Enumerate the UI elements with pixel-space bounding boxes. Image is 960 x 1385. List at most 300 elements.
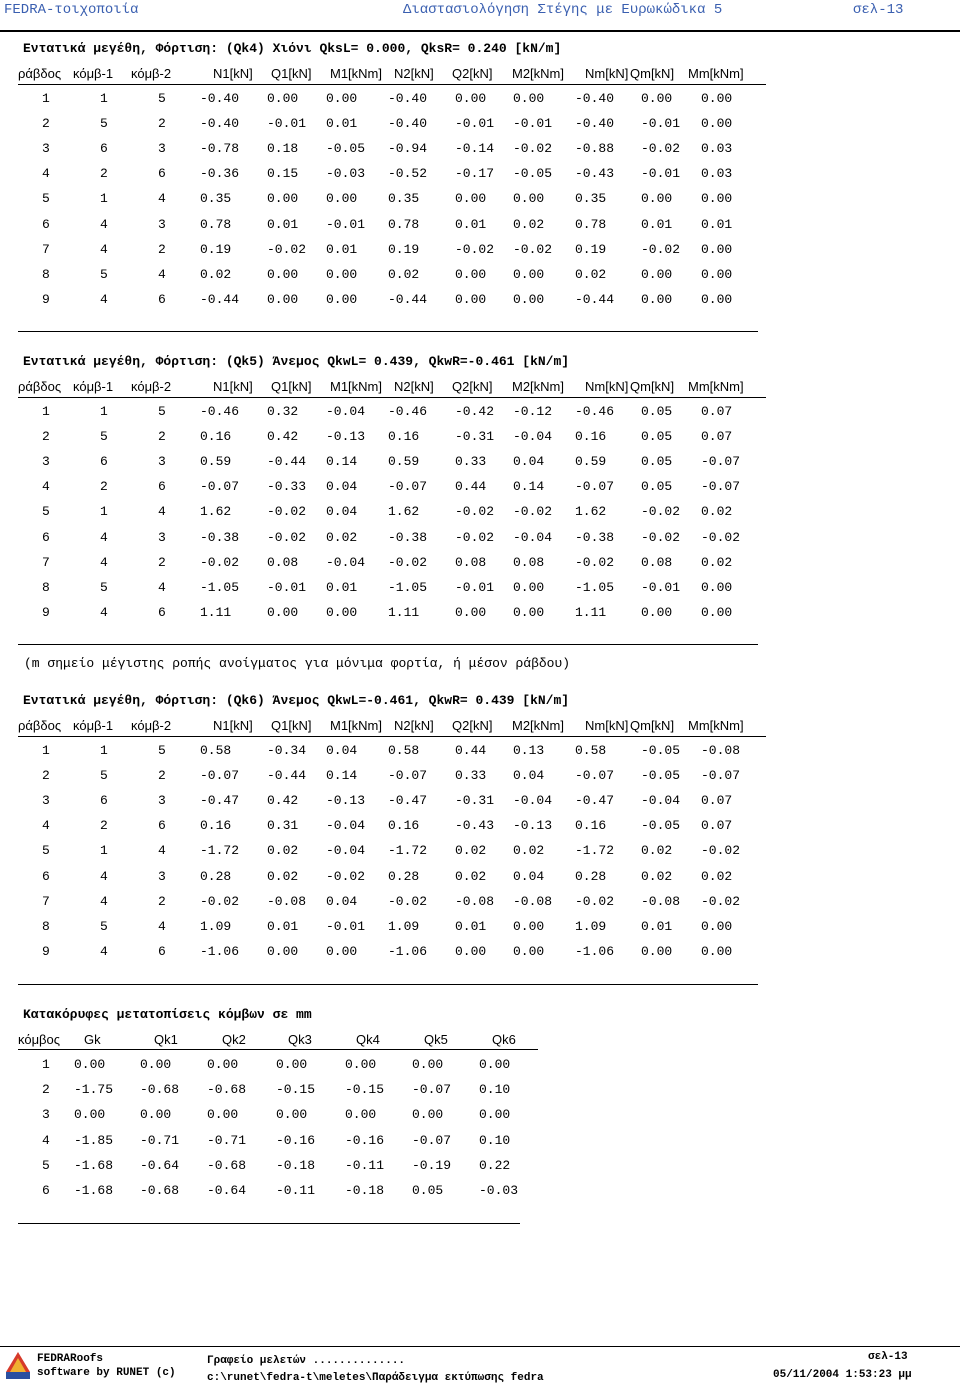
- table-cell: -0.11: [345, 1157, 385, 1173]
- table-cell: 5: [42, 843, 50, 859]
- table-cell: -0.13: [326, 429, 366, 445]
- table-cell: -0.17: [455, 166, 495, 182]
- table-cell: 5: [100, 429, 108, 445]
- table-cell: 5: [42, 504, 50, 520]
- table-row: [0, 504, 960, 529]
- table-cell: 0.00: [641, 191, 673, 207]
- table-cell: -1.06: [575, 943, 615, 959]
- table-row: [0, 454, 960, 479]
- table-cell: 0.00: [74, 1057, 106, 1072]
- note-midspan: (m σημείο μέγιστης ροπής ανοίγματος για μόνιμα φορτία, ή μέσον ράβδου): [24, 656, 571, 671]
- column-header: Mm[kNm]: [688, 379, 744, 394]
- table-cell: 3: [42, 141, 50, 157]
- table-cell: 4: [100, 554, 108, 570]
- table-cell: 0.00: [267, 266, 299, 282]
- table-cell: -0.04: [326, 404, 366, 419]
- table-cell: 0.00: [267, 943, 299, 959]
- column-header: κόμβ-1: [73, 66, 114, 81]
- table-cell: 6: [158, 604, 166, 620]
- table-cell: 0.00: [641, 291, 673, 307]
- table-cell: 0.00: [513, 191, 545, 207]
- table-cell: -0.44: [388, 291, 428, 307]
- table-cell: 0.13: [513, 743, 545, 758]
- table-row: [0, 292, 960, 317]
- table-cell: -0.12: [513, 404, 553, 419]
- table-cell: 4: [42, 479, 50, 495]
- column-header: M1[kNm]: [330, 718, 382, 733]
- table-cell: 0.31: [267, 818, 299, 834]
- column-header: N1[kN]: [213, 718, 253, 733]
- table-cell: -0.01: [326, 216, 366, 232]
- table-cell: 0.03: [701, 166, 733, 182]
- column-header: M2[kNm]: [512, 379, 564, 394]
- table-cell: -1.05: [388, 579, 428, 595]
- table-cell: 5: [158, 743, 166, 758]
- table-cell: 4: [100, 291, 108, 307]
- table-cell: -0.14: [455, 141, 495, 157]
- table-cell: 4: [158, 579, 166, 595]
- column-header-row: [18, 379, 778, 397]
- table-cell: 0.16: [388, 818, 420, 834]
- table-cell: 0.18: [267, 141, 299, 157]
- table-cell: 2: [158, 768, 166, 784]
- table-cell: 2: [42, 429, 50, 445]
- table-cell: 3: [158, 216, 166, 232]
- table-cell: 5: [100, 918, 108, 934]
- table-cell: -0.02: [575, 893, 615, 909]
- column-header: Q2[kN]: [452, 66, 493, 81]
- table-cell: -0.64: [140, 1157, 180, 1173]
- table-cell: -0.07: [575, 479, 615, 495]
- wood-logo-icon: [4, 1350, 32, 1380]
- table-cell: 0.08: [267, 554, 299, 570]
- table-cell: 0.07: [701, 429, 733, 445]
- table-cell: -1.75: [74, 1082, 114, 1098]
- table-cell: 6: [100, 793, 108, 809]
- table-cell: -0.02: [200, 554, 240, 570]
- table-row: [0, 91, 960, 116]
- column-header: Nm[kN]: [585, 718, 629, 733]
- table-cell: 0.16: [388, 429, 420, 445]
- table-cell: 0.00: [326, 266, 358, 282]
- table-cell: -0.18: [345, 1183, 385, 1198]
- table-cell: 0.08: [641, 554, 673, 570]
- table-cell: -1.72: [388, 843, 428, 859]
- table-cell: -0.01: [641, 579, 681, 595]
- table-row: [0, 944, 960, 969]
- table-cell: -0.05: [326, 141, 366, 157]
- table-row: [0, 479, 960, 504]
- table-cell: -0.02: [455, 241, 495, 257]
- table-cell: 0.35: [388, 191, 420, 207]
- table-row: [0, 843, 960, 868]
- column-header-row: [18, 66, 778, 84]
- table-cell: -0.02: [455, 529, 495, 545]
- table-cell: -0.08: [455, 893, 495, 909]
- table-cell: 3: [158, 529, 166, 545]
- table-cell: 6: [158, 166, 166, 182]
- column-header: κόμβ-1: [73, 379, 114, 394]
- table-cell: -0.03: [479, 1183, 519, 1198]
- column-header: Nm[kN]: [585, 66, 629, 81]
- table-cell: 0.04: [513, 868, 545, 884]
- table-cell: -0.04: [513, 529, 553, 545]
- table-cell: 5: [42, 1157, 50, 1173]
- table-cell: 0.04: [326, 893, 358, 909]
- footer-vendor: software by RUNET (c): [37, 1367, 176, 1379]
- table-cell: -0.07: [701, 479, 741, 495]
- table-cell: 2: [100, 479, 108, 495]
- table-cell: 6: [158, 479, 166, 495]
- table-cell: 0.04: [513, 768, 545, 784]
- table-cell: 0.04: [326, 743, 358, 758]
- table-cell: 1.62: [575, 504, 607, 520]
- column-header: N1[kN]: [213, 379, 253, 394]
- table-cell: -1.72: [575, 843, 615, 859]
- footer-product: FEDRARoofs: [37, 1353, 104, 1365]
- table-row: [0, 869, 960, 894]
- table-cell: -0.05: [641, 818, 681, 834]
- table-cell: 1: [42, 743, 50, 758]
- table-cell: 1: [100, 191, 108, 207]
- table-cell: 0.02: [575, 266, 607, 282]
- table-cell: -0.42: [455, 404, 495, 419]
- table-cell: -0.47: [388, 793, 428, 809]
- table-cell: 3: [158, 454, 166, 470]
- table-cell: 1.09: [200, 918, 232, 934]
- table-cell: 0.04: [326, 504, 358, 520]
- table-cell: -0.44: [200, 291, 240, 307]
- footer-divider: [0, 1346, 960, 1347]
- table-row: [0, 404, 960, 429]
- column-header: M1[kNm]: [330, 379, 382, 394]
- table-cell: 0.02: [455, 868, 487, 884]
- table-cell: -0.47: [575, 793, 615, 809]
- table-row: [0, 1158, 960, 1183]
- table-cell: 5: [158, 91, 166, 106]
- table-cell: 8: [42, 579, 50, 595]
- table-cell: -0.13: [326, 793, 366, 809]
- table-cell: 0.59: [388, 454, 420, 470]
- table-cell: 1: [42, 404, 50, 419]
- table-cell: 0.00: [326, 191, 358, 207]
- table-cell: -0.40: [388, 116, 428, 132]
- table-cell: -0.07: [701, 454, 741, 470]
- section-title: Εντατικά μεγέθη, Φόρτιση: (Qk5) Άνεμος QkwL= 0.439, QkwR=-0.461 [kN/m]: [23, 354, 570, 369]
- table-cell: -1.72: [200, 843, 240, 859]
- table-cell: 4: [100, 604, 108, 620]
- table-cell: -0.31: [455, 793, 495, 809]
- table-cell: 0.02: [701, 554, 733, 570]
- table-cell: -0.05: [513, 166, 553, 182]
- column-header: M2[kNm]: [512, 718, 564, 733]
- table-cell: 9: [42, 291, 50, 307]
- column-header: ράβδος: [18, 379, 62, 394]
- table-cell: 2: [158, 554, 166, 570]
- table-cell: -0.02: [701, 529, 741, 545]
- header-underline: [18, 397, 766, 398]
- section-title: Εντατικά μεγέθη, Φόρτιση: (Qk6) Άνεμος QkwL=-0.461, QkwR= 0.439 [kN/m]: [23, 693, 570, 708]
- section-divider: [18, 331, 758, 332]
- table-cell: 4: [100, 893, 108, 909]
- table-row: [0, 1082, 960, 1107]
- table-row: [0, 605, 960, 630]
- table-cell: 1.11: [200, 604, 232, 620]
- table-cell: -0.01: [641, 166, 681, 182]
- table-row: [0, 1183, 960, 1208]
- footer-path: c:\runet\fedra-t\meletes\Παράδειγμα εκτύπωσης fedra: [207, 1372, 544, 1384]
- table-cell: 0.03: [701, 141, 733, 157]
- table-cell: 1: [100, 843, 108, 859]
- column-header: κόμβ-2: [131, 379, 172, 394]
- table-cell: 9: [42, 943, 50, 959]
- table-cell: -0.40: [575, 116, 615, 132]
- table-cell: 0.00: [513, 266, 545, 282]
- table-cell: 0.00: [455, 191, 487, 207]
- column-header-row: [18, 1032, 538, 1050]
- table-cell: -0.08: [641, 893, 681, 909]
- table-cell: 1: [100, 504, 108, 520]
- table-cell: 1.09: [575, 918, 607, 934]
- table-cell: -0.07: [200, 768, 240, 784]
- table-cell: 0.00: [412, 1057, 444, 1072]
- table-cell: -0.19: [412, 1157, 452, 1173]
- table-cell: -0.02: [267, 241, 307, 257]
- table-row: [0, 768, 960, 793]
- table-cell: -0.44: [575, 291, 615, 307]
- table-cell: 1: [100, 743, 108, 758]
- table-cell: 3: [158, 793, 166, 809]
- column-header: Nm[kN]: [585, 379, 629, 394]
- table-cell: 0.00: [701, 291, 733, 307]
- table-cell: -0.02: [641, 504, 681, 520]
- table-cell: 0.00: [641, 266, 673, 282]
- table-cell: 0.05: [641, 404, 673, 419]
- table-cell: 5: [42, 191, 50, 207]
- table-cell: 0.01: [326, 579, 358, 595]
- table-cell: -0.11: [276, 1183, 316, 1198]
- section-title: Εντατικά μεγέθη, Φόρτιση: (Qk4) Χιόνι QksL= 0.000, QksR= 0.240 [kN/m]: [23, 41, 562, 56]
- table-cell: -0.68: [140, 1183, 180, 1198]
- table-cell: 0.00: [345, 1057, 377, 1072]
- table-cell: 0.22: [479, 1157, 511, 1173]
- table-row: [0, 919, 960, 944]
- column-header: Qm[kN]: [630, 718, 675, 733]
- table-cell: 2: [158, 893, 166, 909]
- table-cell: -0.03: [326, 166, 366, 182]
- table-cell: 0.14: [513, 479, 545, 495]
- table-cell: 0.00: [455, 266, 487, 282]
- table-cell: 0.00: [326, 943, 358, 959]
- header-underline: [18, 84, 766, 85]
- table-cell: 1: [42, 91, 50, 106]
- table-cell: 2: [42, 116, 50, 132]
- table-cell: 3: [42, 454, 50, 470]
- table-cell: 0.42: [267, 429, 299, 445]
- table-cell: 0.00: [276, 1057, 308, 1072]
- table-cell: 0.00: [267, 291, 299, 307]
- table-cell: 0.00: [207, 1107, 239, 1123]
- footer-page-number: σελ-13: [868, 1351, 908, 1363]
- table-cell: -0.08: [267, 893, 307, 909]
- page-number: σελ-13: [853, 2, 904, 18]
- table-cell: -0.02: [267, 504, 307, 520]
- table-cell: 2: [158, 241, 166, 257]
- table-cell: 6: [100, 454, 108, 470]
- table-cell: 0.00: [701, 604, 733, 620]
- table-cell: 0.78: [200, 216, 232, 232]
- table-row: [0, 141, 960, 166]
- column-header: ράβδος: [18, 66, 62, 81]
- table-cell: 0.00: [326, 91, 358, 106]
- table-cell: -0.04: [641, 793, 681, 809]
- table-cell: 0.02: [641, 868, 673, 884]
- table-cell: 6: [42, 1183, 50, 1198]
- table-cell: 4: [42, 1132, 50, 1148]
- table-cell: 0.02: [388, 266, 420, 282]
- column-header: κόμβ-2: [131, 66, 172, 81]
- table-cell: 0.00: [267, 91, 299, 106]
- table-cell: 0.02: [267, 868, 299, 884]
- table-cell: 0.14: [326, 454, 358, 470]
- table-cell: 0.58: [200, 743, 232, 758]
- table-cell: 5: [100, 579, 108, 595]
- table-cell: 8: [42, 266, 50, 282]
- table-cell: -0.02: [513, 141, 553, 157]
- table-cell: 0.00: [701, 918, 733, 934]
- table-cell: -0.44: [267, 454, 307, 470]
- table-cell: 3: [42, 1107, 50, 1123]
- table-cell: 4: [42, 166, 50, 182]
- table-cell: 7: [42, 241, 50, 257]
- table-cell: 0.19: [575, 241, 607, 257]
- table-cell: 4: [158, 266, 166, 282]
- table-cell: -1.85: [74, 1132, 114, 1148]
- table-row: [0, 242, 960, 267]
- table-cell: 0.00: [267, 604, 299, 620]
- table-cell: -0.68: [207, 1082, 247, 1098]
- table-cell: -0.34: [267, 743, 307, 758]
- table-cell: 6: [42, 529, 50, 545]
- table-cell: 4: [158, 918, 166, 934]
- table-cell: -0.88: [575, 141, 615, 157]
- table-cell: -0.07: [388, 768, 428, 784]
- column-header: Gk: [84, 1032, 101, 1047]
- table-cell: -0.02: [641, 241, 681, 257]
- table-cell: 4: [158, 504, 166, 520]
- table-cell: 6: [158, 291, 166, 307]
- table-cell: 0.00: [455, 943, 487, 959]
- table-cell: 0.28: [200, 868, 232, 884]
- table-cell: 5: [100, 116, 108, 132]
- table-cell: -0.68: [207, 1157, 247, 1173]
- table-cell: 0.01: [455, 216, 487, 232]
- table-cell: -0.38: [388, 529, 428, 545]
- table-cell: 0.42: [267, 793, 299, 809]
- column-header: Q1[kN]: [271, 718, 312, 733]
- table-cell: 2: [158, 116, 166, 132]
- table-cell: 0.00: [513, 943, 545, 959]
- table-cell: 3: [158, 141, 166, 157]
- table-cell: 0.05: [641, 454, 673, 470]
- table-cell: 0.35: [200, 191, 232, 207]
- column-header: Q1[kN]: [271, 66, 312, 81]
- table-cell: 0.00: [479, 1057, 511, 1072]
- table-cell: 0.07: [701, 404, 733, 419]
- table-cell: 0.00: [276, 1107, 308, 1123]
- table-cell: 0.05: [641, 429, 673, 445]
- column-header: Mm[kNm]: [688, 66, 744, 81]
- table-cell: 0.02: [513, 216, 545, 232]
- table-cell: 0.01: [267, 918, 299, 934]
- table-cell: 0.00: [641, 943, 673, 959]
- table-cell: -0.16: [276, 1132, 316, 1148]
- column-header: Qk2: [222, 1032, 246, 1047]
- table-row: [0, 191, 960, 216]
- document-title: Διαστασιολόγηση Στέγης με Ευρωκώδικα 5: [403, 2, 723, 18]
- table-cell: 1: [100, 404, 108, 419]
- table-cell: -0.01: [267, 116, 307, 132]
- table-cell: 9: [42, 604, 50, 620]
- table-cell: 0.15: [267, 166, 299, 182]
- table-cell: 0.00: [513, 579, 545, 595]
- table-cell: 2: [158, 429, 166, 445]
- table-cell: 4: [42, 818, 50, 834]
- table-cell: -0.07: [575, 768, 615, 784]
- table-cell: -0.16: [345, 1132, 385, 1148]
- table-cell: 2: [100, 818, 108, 834]
- table-cell: 1.11: [388, 604, 420, 620]
- table-row: [0, 1107, 960, 1132]
- table-cell: -1.06: [388, 943, 428, 959]
- table-cell: -0.78: [200, 141, 240, 157]
- table-cell: 0.01: [455, 918, 487, 934]
- table-cell: 0.00: [479, 1107, 511, 1123]
- table-cell: -0.04: [513, 793, 553, 809]
- table-cell: 0.00: [267, 191, 299, 207]
- column-header: Qk1: [154, 1032, 178, 1047]
- table-cell: 0.00: [701, 579, 733, 595]
- table-cell: 0.00: [641, 91, 673, 106]
- table-cell: -0.02: [641, 141, 681, 157]
- table-cell: -0.38: [575, 529, 615, 545]
- table-cell: -0.05: [641, 768, 681, 784]
- table-cell: 0.00: [326, 291, 358, 307]
- table-cell: 0.78: [575, 216, 607, 232]
- column-header: N2[kN]: [394, 718, 434, 733]
- table-cell: 6: [42, 868, 50, 884]
- table-cell: 0.08: [513, 554, 545, 570]
- table-cell: 1.62: [200, 504, 232, 520]
- column-header: Q2[kN]: [452, 718, 493, 733]
- table-row: [0, 429, 960, 454]
- table-cell: -0.07: [388, 479, 428, 495]
- table-cell: 5: [100, 768, 108, 784]
- table-cell: -0.64: [207, 1183, 247, 1198]
- section-divider: [18, 644, 758, 645]
- table-cell: 0.00: [701, 191, 733, 207]
- table-cell: 0.01: [701, 216, 733, 232]
- table-cell: 6: [158, 943, 166, 959]
- table-cell: 7: [42, 893, 50, 909]
- table-cell: -0.08: [513, 893, 553, 909]
- table-cell: 0.19: [388, 241, 420, 257]
- table-cell: -0.01: [267, 579, 307, 595]
- table-cell: 4: [100, 216, 108, 232]
- table-cell: -0.33: [267, 479, 307, 495]
- table-cell: -1.68: [74, 1157, 114, 1173]
- column-header: M2[kNm]: [512, 66, 564, 81]
